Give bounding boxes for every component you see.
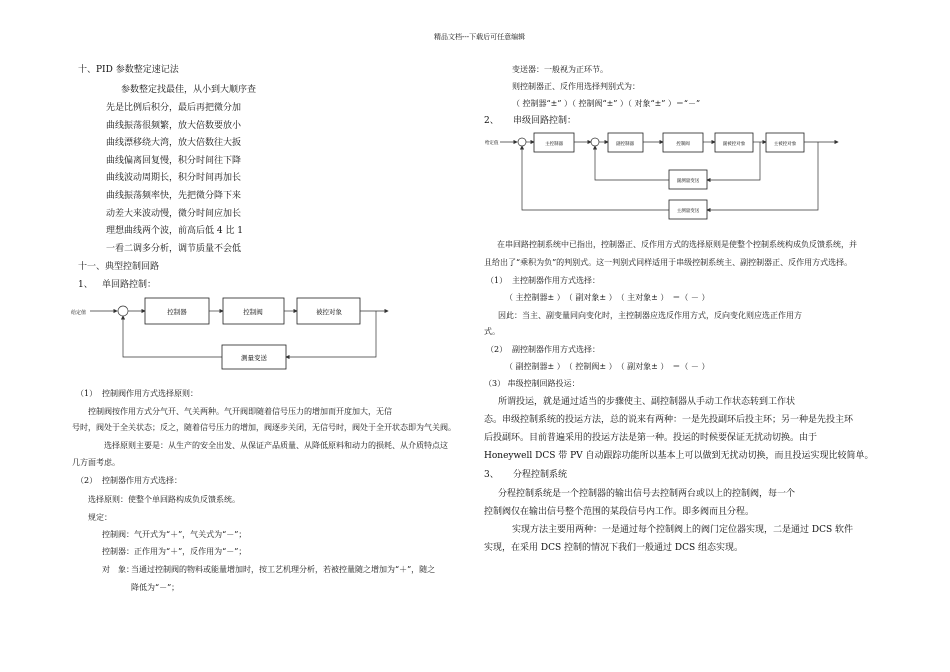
poem-line: 动差大来波动慢，微分时间应加长 [106, 209, 242, 219]
para-2-line: 控制器：正作用为“＋”，反作用为“－”； [102, 547, 247, 556]
subsection-1-number: 1、 [78, 280, 93, 290]
controller-label: 控制器 [167, 308, 187, 316]
poem-line: 参数整定找最佳，从小到大顺序查 [121, 85, 257, 95]
cascade-setpoint-label: 给定值 [485, 141, 499, 146]
para-1-line: 选择原则主要是：从生产的安全出发、从保证产品质量、从降低原料和动力的损耗、从介质特点这 [104, 441, 448, 450]
commission-line: 态。串级控制系统的投运方法，总的说来有两种：一是先投副环后投主环；另一种是先投主环 [484, 415, 854, 425]
cascade-para-line: 因此：当主、副变量同向变化时，主控制器应选反作用方式，反向变化则应选正作用方 [498, 311, 802, 320]
para-1-line: 几方面考虑。 [72, 458, 120, 467]
cascade-sub-2-title: 副控制器作用方式选择： [512, 345, 600, 354]
slave-process-label: 副被控对象 [722, 142, 746, 147]
para-2-label: 对 象： [102, 565, 134, 574]
para-2-line: 控制阀：气开式为“＋”，气关式为“－”； [102, 530, 247, 539]
split-range-line: 分程控制系统是一个控制器的输出信号去控制两台或以上的控制阀，每一个 [498, 489, 796, 499]
split-range-line: 实现，在采用 DCS 控制的情况下我们一般通过 DCS 组态实现。 [484, 543, 743, 553]
cascade-para-line: 在串回路控制系统中已指出，控制器正、反作用方式的选择原则是使整个控制系统构成负反馈系统，并 [497, 240, 857, 249]
cascade-sub-2-number: （2） [486, 345, 508, 354]
right-line: 则控制器正、反作用选择判别式为： [512, 82, 640, 91]
cascade-sub-1-number: （1） [486, 276, 508, 285]
subsection-3-number: 3、 [484, 470, 499, 480]
slave-measurement-label: 副测量变送 [676, 179, 700, 184]
poem-line: 曲线波动周期长，积分时间再加长 [106, 173, 242, 183]
para-1-number: （1） [76, 389, 98, 398]
control-valve-label: 控制阀 [243, 308, 263, 316]
master-summing-junction [518, 138, 526, 146]
subsection-2-title: 串级回路控制： [513, 116, 577, 126]
split-range-line: 实现方法主要用两种：一是通过每个控制阀上的阀门定位器实现，二是通过 DCS 软件 [512, 525, 853, 535]
cascade-para-line: 且给出了“乘积为负”的判别式。这一判别式同样适用于串级控制系统主、副控制器正、反作用方式选择。 [484, 258, 853, 267]
para-1-line: 号时，阀处于全关状态；反之，随着信号压力的增加，阀逐步关闭，无信号时，阀处于全开状态即为气关阀。 [72, 423, 456, 432]
cascade-loop-diagram [482, 130, 872, 222]
master-process-label: 主被控对象 [773, 142, 797, 147]
subsection-2-number: 2、 [484, 116, 499, 126]
master-measurement-label: 主测量变送 [676, 209, 700, 214]
commission-line: Honeywell DCS 带 PV 自动跟踪功能所以基本上可以做到无扰动切换，而且投运实现比较简单。 [484, 451, 874, 461]
poem-line: 曲线振荡频率快，先把微分降下来 [106, 191, 242, 201]
right-line: 变送器：一般视为正环节。 [512, 65, 608, 74]
para-1-line: 控制阀按作用方式分气开、气关两种。气开阀即随着信号压力的增加而开度加大，无信 [88, 407, 392, 416]
cascade-para-line: 式。 [484, 327, 500, 336]
poem-line: 先是比例后积分，最后再把微分加 [106, 103, 242, 113]
formula-valve: （ 控制器“±” ）（ 控制阀“±” ）（ 对象“±” ）＝“－” [512, 99, 701, 108]
para-2-line: 规定： [88, 513, 112, 522]
formula-slave: （ 副控制器± ） （ 控制阀± ） （ 副对象± ） ＝（ － ） [505, 362, 710, 371]
poem-line: 一看二调多分析，调节质量不会低 [106, 244, 242, 254]
cascade-sub-3-title: （3） 串级控制回路投运： [484, 379, 580, 388]
process-label: 被控对象 [316, 308, 342, 316]
section-10-title: 十、PID 参数整定速记法 [78, 65, 179, 75]
summing-junction [118, 306, 128, 316]
page-header: 精品文档---下载后可任意编辑 [434, 33, 526, 41]
para-1-title: 控制阀作用方式选择原则： [102, 389, 198, 398]
slave-summing-junction [591, 138, 599, 146]
commission-line: 后投副环。目前普遍采用的投运方法是第一种。投运的时候要保证无扰动切换。由于 [484, 433, 818, 443]
slave-controller-label: 副控制器 [616, 142, 634, 147]
para-2-line: 降低为“－”； [131, 583, 180, 592]
cascade-valve-label: 控制阀 [676, 142, 690, 147]
para-2-line: 当通过控制阀的物料或能量增加时，按工艺机理分析，若被控量随之增加为“＋”，随之 [131, 565, 436, 574]
section-11-title: 十一、典型控制回路 [78, 262, 160, 272]
subsection-1-title: 单回路控制： [102, 280, 157, 290]
poem-line: 曲线漂移绕大湾，放大倍数往大扳 [106, 138, 242, 148]
master-controller-label: 主控制器 [545, 142, 563, 147]
cascade-sub-1-title: 主控制器作用方式选择： [512, 276, 600, 285]
para-2-line: 选择原则：使整个单回路构成负反馈系统。 [88, 495, 240, 504]
poem-line: 理想曲线两个波，前高后低 4 比 1 [106, 226, 244, 236]
split-range-line: 控制阀仅在输出信号整个范围的某段信号内工作。即多阀而且分程。 [484, 507, 755, 517]
setpoint-label: 给定值 [71, 310, 87, 316]
single-loop-diagram [68, 292, 408, 377]
poem-line: 曲线振荡很频繁，放大倍数要放小 [106, 121, 242, 131]
para-2-number: （2） [76, 476, 98, 485]
commission-line: 所谓投运，就是通过适当的步骤使主、副控制器从手动工作状态转到工作状 [498, 397, 796, 407]
subsection-3-title: 分程控制系统 [513, 470, 568, 480]
formula-master: （ 主控制器± ） （ 副对象± ） （ 主对象± ） ＝（ － ） [505, 293, 710, 302]
measurement-label: 测量变送 [241, 354, 267, 362]
poem-line: 曲线偏离回复慢，积分时间往下降 [106, 156, 242, 166]
para-2-title: 控制器作用方式选择： [102, 476, 182, 485]
